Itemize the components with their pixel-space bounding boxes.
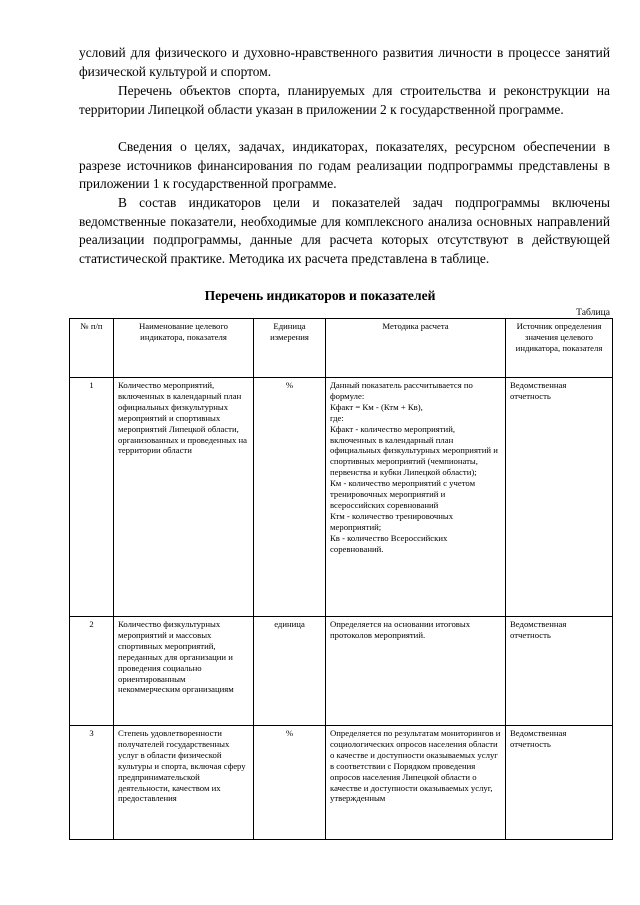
row-source: Ведомственная отчетность: [506, 617, 613, 726]
paragraph-continuation: условий для физического и духовно-нравственного развития личности в процессе занятий физической культурой и спортом.: [79, 45, 610, 79]
paragraph-goals-info: Сведения о целях, задачах, индикаторах, показателях, ресурсном обеспечении в разрезе источников финансирования по годам реализации подпрограммы представлены в приложении 1 к государственной программе.: [79, 139, 610, 192]
method-line: где:: [330, 412, 344, 423]
row-num: 2: [70, 617, 114, 726]
row-method: [326, 617, 506, 726]
row-method: [326, 378, 506, 617]
paragraph-sport-objects: Перечень объектов спорта, планируемых для строительства и реконструкции на территории Липецкой области указан в приложении 2 к государственной программе.: [79, 83, 610, 117]
row-indicator-name: Количество мероприятий, включенных в календарный план официальных физкультурных мероприятий и спортивных мероприятий Липецкой области, организованных и проведенных на территории области: [114, 378, 254, 617]
table-header-row: [70, 319, 613, 378]
method-line: Кфакт = Км - (Ктм + Кв),: [330, 401, 423, 412]
row-source: Ведомственная отчетность: [506, 378, 613, 617]
table-row: [70, 726, 613, 840]
table-row: [70, 378, 613, 617]
row-unit: %: [254, 378, 326, 617]
paragraph-indicators: В состав индикаторов цели и показателей задач подпрограммы включены ведомственные показатели, необходимые для комплексного анализа основных направлений реализации подпрограммы, данные для расчета которых отсутствуют в действующей статистической практике. Методика их расчета представлена в таблице.: [79, 195, 610, 266]
table-label: Таблица: [576, 307, 610, 318]
header-num: № п/п: [70, 319, 114, 378]
header-source: Источник определения значения целевого индикатора, показателя: [506, 319, 613, 378]
row-num: 3: [70, 726, 114, 840]
row-indicator-name: Количество физкультурных мероприятий и массовых спортивных мероприятий, переданных для организации и проведения социально ориентированным некоммерческим организациям: [114, 617, 254, 726]
row-num: 1: [70, 378, 114, 617]
header-method: Методика расчета: [326, 319, 506, 378]
table-title: Перечень индикаторов и показателей: [204, 288, 436, 303]
indicators-table: [69, 318, 613, 840]
table-row: [70, 617, 613, 726]
row-unit: %: [254, 726, 326, 840]
method-line: Определяется на основании итоговых протоколов мероприятий.: [330, 619, 471, 640]
row-source: Ведомственная отчетность: [506, 726, 613, 840]
method-line: Кфакт - количество мероприятий, включенных в календарный план официальных физкультурных мероприятий и спортивных мероприятий (чемпионаты, первенства и кубки Липецкой области);: [330, 423, 498, 478]
method-line: Км - количество мероприятий с учетом тренировочных мероприятий и всероссийских соревнований: [330, 478, 476, 510]
header-name: Наименование целевого индикатора, показателя: [114, 319, 254, 378]
method-line: Данный показатель рассчитывается по формуле:: [330, 380, 473, 401]
method-line: Определяется по результатам мониторингов и социологических опросов населения области о качестве и доступности оказываемых услуг в соответствии с Порядком проведения опросов населения Липецкой области о качестве и доступности оказываемых услуг, утвержденным: [330, 728, 501, 804]
method-line: Кв - количество Всероссийских соревнований.: [330, 532, 448, 554]
header-unit: Единица измерения: [254, 319, 326, 378]
method-line: Ктм - количество тренировочных мероприятий;: [330, 510, 454, 532]
row-method: [326, 726, 506, 840]
row-unit: единица: [254, 617, 326, 726]
row-indicator-name: Степень удовлетворенности получателей государственных услуг в области физической культуры и спорта, включая сферу предпринимательской деятельности, качеством их предоставления: [114, 726, 254, 840]
